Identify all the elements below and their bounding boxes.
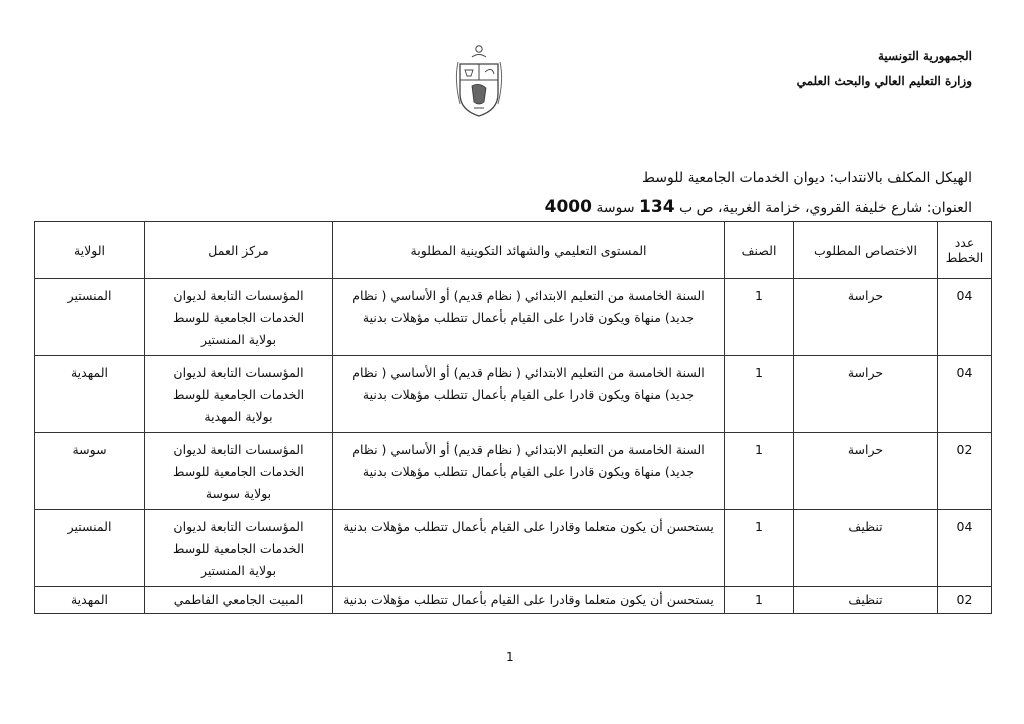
cell-grade: 1 xyxy=(725,356,794,433)
cell-specialty: حراسة xyxy=(794,356,938,433)
cell-governorate: سوسة xyxy=(35,433,145,510)
cell-specialty: حراسة xyxy=(794,279,938,356)
cell-specialty: تنظيف xyxy=(794,587,938,614)
header-governorate: الولاية xyxy=(35,222,145,279)
cell-count: 04 xyxy=(938,279,992,356)
cell-requirements: السنة الخامسة من التعليم الابتدائي ( نظام قديم) أو الأساسي ( نظام جديد) منهاة ويكون قادرا على القيام بأعمال تتطلب مؤهلات بدنية xyxy=(333,356,725,433)
cell-workplace: المبيت الجامعي الفاطمي xyxy=(145,587,333,614)
cell-governorate: المنستير xyxy=(35,279,145,356)
cell-requirements: السنة الخامسة من التعليم الابتدائي ( نظام قديم) أو الأساسي ( نظام جديد) منهاة ويكون قادرا على القيام بأعمال تتطلب مؤهلات بدنية xyxy=(333,279,725,356)
cell-count: 04 xyxy=(938,510,992,587)
header-workplace: مركز العمل xyxy=(145,222,333,279)
cell-governorate: المنستير xyxy=(35,510,145,587)
address-value: شارع خليفة القروي، خزامة الغربية، ص ب xyxy=(679,200,923,216)
positions-table xyxy=(34,221,992,614)
cell-requirements: يستحسن أن يكون متعلما وقادرا على القيام بأعمال تتطلب مؤهلات بدنية xyxy=(333,510,725,587)
table-row xyxy=(35,510,992,587)
address-label: العنوان: xyxy=(926,200,972,216)
header-requirements: المستوى التعليمي والشهائد التكوينية المطلوبة xyxy=(333,222,725,279)
postal-code: 4000 xyxy=(544,197,592,217)
table-row xyxy=(35,433,992,510)
cell-count: 02 xyxy=(938,433,992,510)
table-row xyxy=(35,279,992,356)
cell-specialty: تنظيف xyxy=(794,510,938,587)
po-box: 134 xyxy=(639,197,675,217)
cell-count: 04 xyxy=(938,356,992,433)
address-line xyxy=(545,197,972,217)
cell-specialty: حراسة xyxy=(794,433,938,510)
cell-grade: 1 xyxy=(725,510,794,587)
cell-grade: 1 xyxy=(725,587,794,614)
ministry-title: وزارة التعليم العالي والبحث العلمي xyxy=(796,74,972,88)
table-header-row xyxy=(35,222,992,279)
cell-workplace: المؤسسات التابعة لديوان الخدمات الجامعية للوسط بولاية سوسة xyxy=(145,433,333,510)
address-city: سوسة xyxy=(596,200,635,216)
cell-count: 02 xyxy=(938,587,992,614)
header-grade: الصنف xyxy=(725,222,794,279)
cell-governorate: المهدية xyxy=(35,587,145,614)
ministry-header xyxy=(797,44,972,94)
cell-governorate: المهدية xyxy=(35,356,145,433)
cell-workplace: المؤسسات التابعة لديوان الخدمات الجامعية للوسط بولاية المهدية xyxy=(145,356,333,433)
table-row xyxy=(35,356,992,433)
tunisia-coat-of-arms-icon xyxy=(452,44,506,120)
header-count: عدد الخطط xyxy=(938,222,992,279)
recruiter-label: الهيكل المكلف بالانتداب: xyxy=(829,170,972,186)
page-number: 1 xyxy=(506,650,514,664)
cell-grade: 1 xyxy=(725,433,794,510)
header-specialty: الاختصاص المطلوب xyxy=(794,222,938,279)
republic-title: الجمهورية التونسية xyxy=(877,49,972,63)
cell-workplace: المؤسسات التابعة لديوان الخدمات الجامعية للوسط بولاية المنستير xyxy=(145,510,333,587)
cell-workplace: المؤسسات التابعة لديوان الخدمات الجامعية للوسط بولاية المنستير xyxy=(145,279,333,356)
recruiter-value: ديوان الخدمات الجامعية للوسط xyxy=(642,170,825,186)
recruiting-body-line xyxy=(642,170,972,186)
cell-requirements: يستحسن أن يكون متعلما وقادرا على القيام بأعمال تتطلب مؤهلات بدنية xyxy=(333,587,725,614)
table-row xyxy=(35,587,992,614)
cell-requirements: السنة الخامسة من التعليم الابتدائي ( نظام قديم) أو الأساسي ( نظام جديد) منهاة ويكون قادرا على القيام بأعمال تتطلب مؤهلات بدنية xyxy=(333,433,725,510)
cell-grade: 1 xyxy=(725,279,794,356)
